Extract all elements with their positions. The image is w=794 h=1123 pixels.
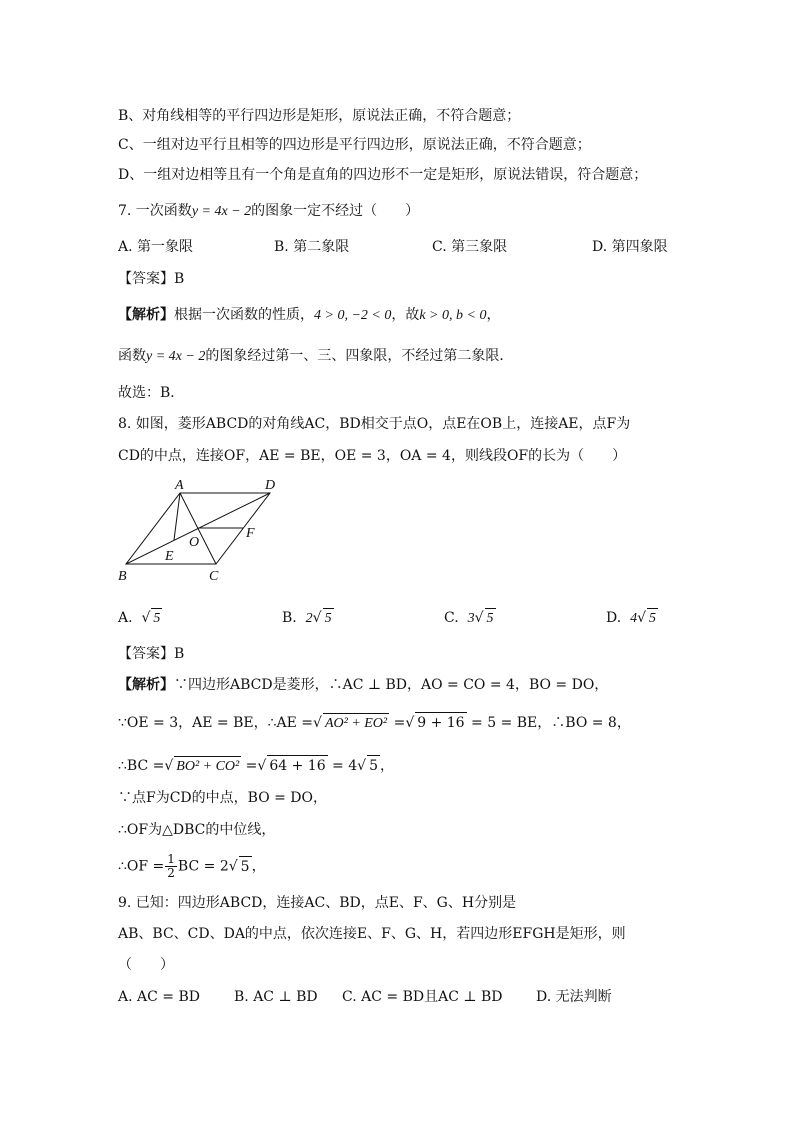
q7-analysis-line2: 函数y = 4x − 2的图象经过第一、三、四象限，不经过第二象限．: [118, 348, 514, 364]
label-a: A: [175, 478, 184, 493]
q9-stem-line3: （ ）: [118, 957, 174, 973]
q9-stem-line2: AB、BC、CD、DA的中点，依次连接E、F、G、H，若四边形EFGH是矩形，则: [118, 926, 626, 942]
q7-conclusion: 故选：B．: [118, 385, 185, 401]
q9-option-c: C. AC = BD且AC ⊥ BD: [342, 989, 503, 1005]
q8-answer: 【答案】B: [118, 646, 185, 662]
label-d: D: [265, 478, 276, 493]
fraction-one-half: $\frac{1}{2}$: [167, 852, 175, 880]
q9-option-d: D. 无法判断: [536, 989, 612, 1005]
q8-option-d: D. 4√ 5: [606, 608, 658, 629]
q7-option-d: D. 第四象限: [592, 239, 668, 255]
rhombus-figure: [112, 476, 292, 586]
q8-option-a: A. √ 5: [118, 608, 162, 629]
q8-analysis-s1: 【解析】∵四边形ABCD是菱形，∴AC ⊥ BD，AO = CO = 4，BO = DO，: [118, 677, 609, 693]
q7-stem: 7. 一次函数y = 4x − 2的图象一定不经过（ ）: [118, 203, 420, 219]
q8-analysis-s2: ∵OE = 3，AE = BE，∴AE =√ AO² + EO² =√ 9 + 16 = 5 = BE，∴BO = 8，: [118, 712, 631, 734]
q8-stem-line2: CD的中点，连接OF，AE = BE，OE = 3，OA = 4，则线段OF的长为（ ）: [118, 448, 627, 464]
label-f: F: [246, 526, 255, 541]
q8-analysis-s4: ∵点F为CD的中点，BO = DO，: [118, 790, 328, 806]
q8-option-b: B. 2√ 5: [282, 608, 334, 629]
q9-stem-line1: 9. 已知：四边形ABCD，连接AC、BD，点E、F、G、H分别是: [118, 895, 517, 911]
q8-analysis-s5: ∴OF为△DBC的中位线，: [118, 822, 276, 838]
q7-option-a: A. 第一象限: [118, 239, 194, 255]
q8-analysis-s3: ∴BC =√ BO² + CO² =√ 64 + 16 = 4√ 5 ，: [118, 755, 394, 777]
q7-option-b: B. 第二象限: [274, 239, 350, 255]
label-e: E: [165, 549, 174, 564]
analysis-line-d: D、一组对边相等且有一个角是直角的四边形不一定是矩形，原说法错误，符合题意；: [118, 167, 648, 183]
q8-stem-line1: 8. 如图，菱形ABCD的对角线AC，BD相交于点O，点E在OB上，连接AE，点F为: [118, 416, 631, 432]
q9-option-b: B. AC ⊥ BD: [234, 989, 318, 1005]
label-b: B: [118, 569, 127, 584]
analysis-line-b: B、对角线相等的平行四边形是矩形，原说法正确，不符合题意；: [118, 108, 521, 124]
q7-answer: 【答案】B: [118, 271, 185, 287]
label-o: O: [189, 535, 200, 550]
q9-option-a: A. AC = BD: [118, 989, 200, 1005]
analysis-line-c: C、一组对边平行且相等的四边形是平行四边形，原说法正确，不符合题意；: [118, 137, 591, 153]
q8-option-c: C. 3√ 5: [444, 608, 496, 629]
q7-option-c: C. 第三象限: [432, 239, 508, 255]
q7-formula: y = 4x − 2: [191, 204, 252, 219]
q7-analysis-line1: 【解析】根据一次函数的性质，4 > 0, −2 < 0，故k > 0, b < 0，: [118, 307, 501, 323]
label-c: C: [209, 569, 219, 584]
q8-analysis-s6: ∴OF = $\frac{1}{2}$ BC = 2√ 5 ，: [118, 852, 266, 880]
